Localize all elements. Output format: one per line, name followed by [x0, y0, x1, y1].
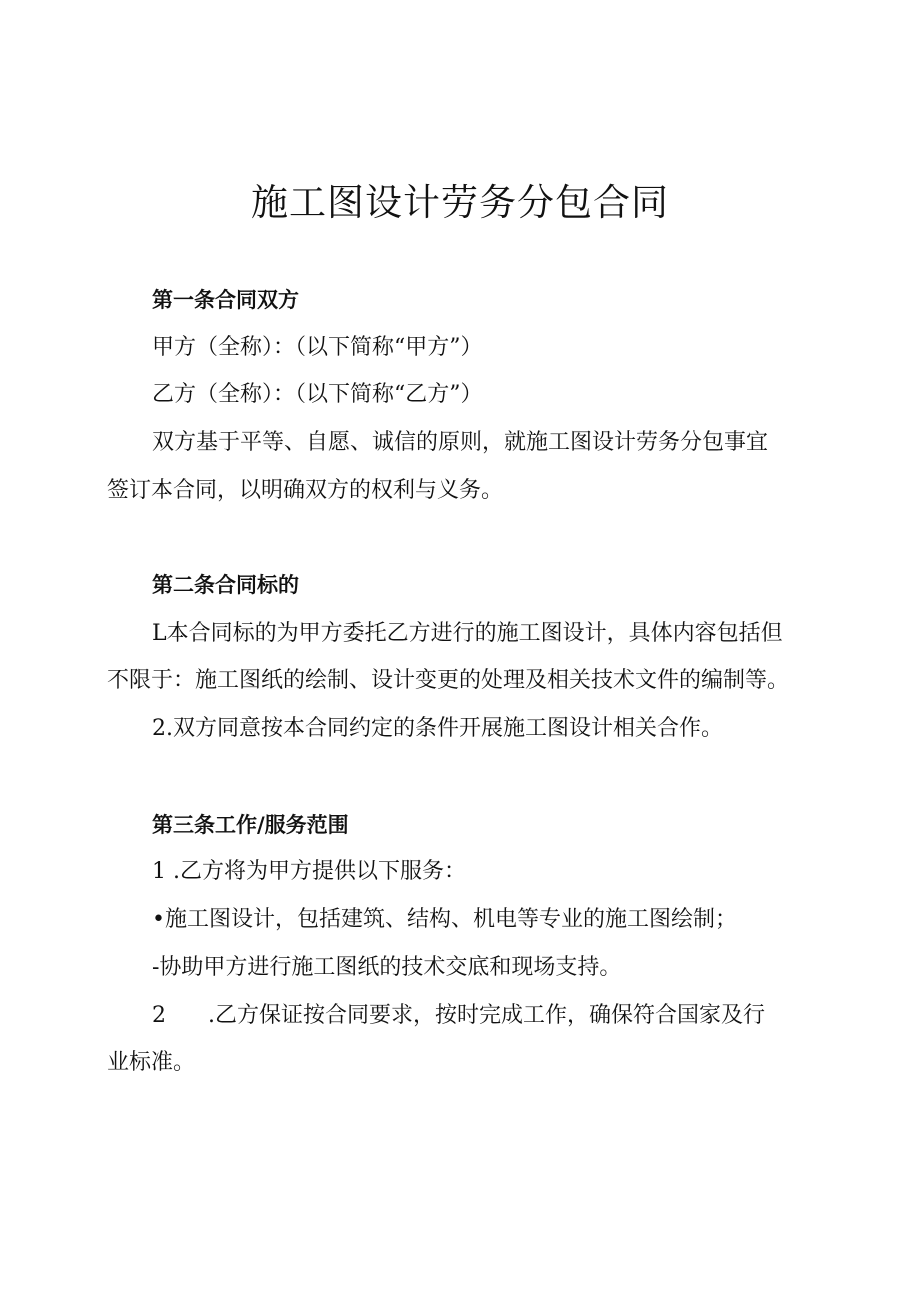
- section-1-heading: 第一条合同双方: [152, 288, 299, 312]
- party-a-line: 甲方（全称）：（以下简称“甲方”）: [152, 335, 483, 360]
- section-2-item-2: 2.双方同意按本合同约定的条件开展施工图设计相关合作。: [152, 716, 723, 741]
- section-1-intro-line-2: 签订本合同，以明确双方的权利与义务。: [107, 478, 504, 503]
- section-2-item-1-line-2: 不限于：施工图纸的绘制、设计变更的处理及相关技术文件的编制等。: [107, 668, 790, 693]
- section-2-heading: 第二条合同标的: [152, 573, 299, 597]
- section-1-intro-line-1: 双方基于平等、自愿、诚信的原则，就施工图设计劳务分包事宜: [152, 430, 769, 455]
- section-3-item-2-number: 2: [152, 1003, 166, 1028]
- section-3-bullet-1: •施工图设计，包括建筑、结构、机电等专业的施工图绘制；: [152, 907, 737, 932]
- section-3-item-2-text: .乙方保证按合同要求，按时完成工作，确保符合国家及行: [208, 1003, 765, 1028]
- section-3-heading: 第三条工作/服务范围: [152, 813, 349, 837]
- section-3-item-2: [152, 1001, 765, 1031]
- party-b-line: 乙方（全称）：（以下简称“乙方”）: [152, 382, 483, 407]
- section-3-item-1: 1 .乙方将为甲方提供以下服务：: [152, 859, 466, 884]
- section-2-item-1-line-1: L本合同标的为甲方委托乙方进行的施工图设计，具体内容包括但: [152, 621, 783, 646]
- section-3-item-2-line-2: 业标准。: [107, 1050, 196, 1075]
- contract-title: 施工图设计劳务分包合同: [251, 181, 669, 224]
- section-3-bullet-2: -协助甲方进行施工图纸的技术交底和现场支持。: [152, 955, 622, 980]
